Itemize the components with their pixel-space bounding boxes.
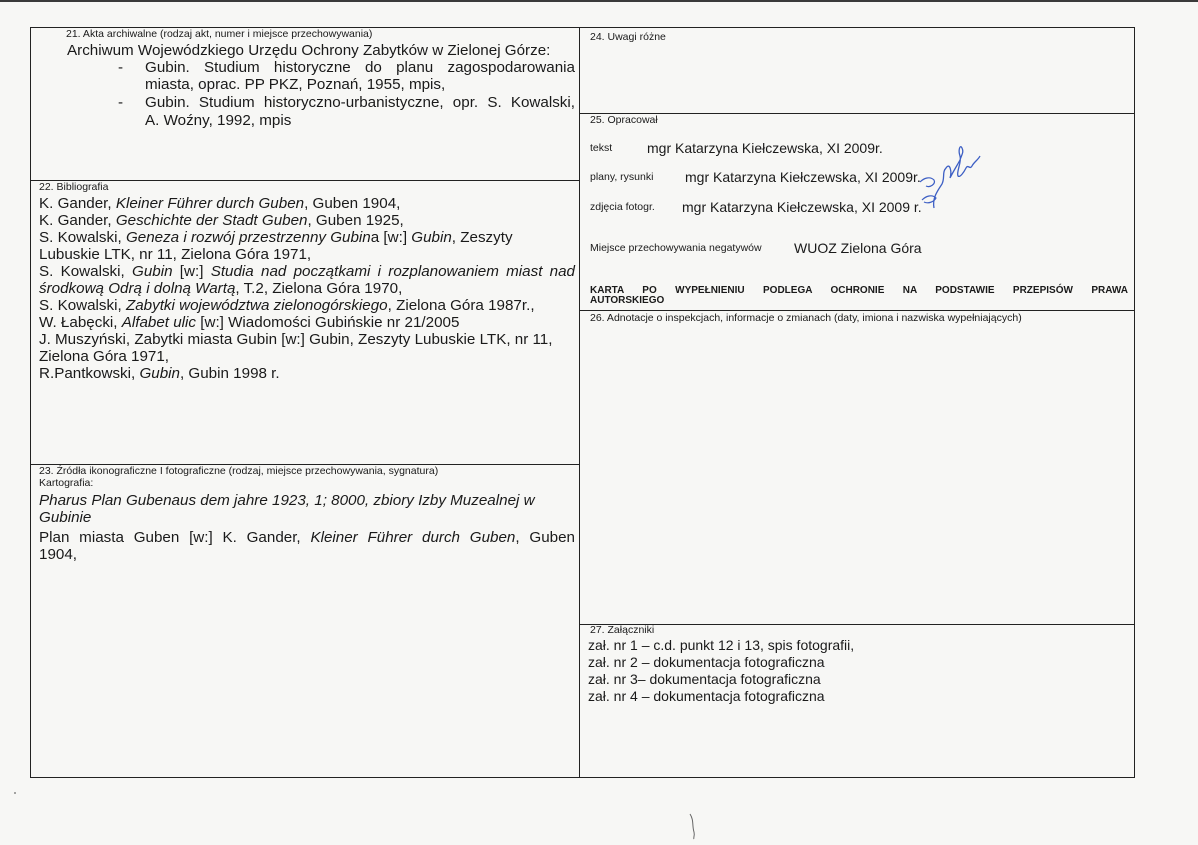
- archive-item-2-line-2: A. Woźny, 1992, mpis: [145, 112, 292, 129]
- section-26-label: 26. Adnotacje o inspekcjach, informacje o zmianach (daty, imiona i nazwiska wypełniających): [590, 312, 1022, 324]
- text-author-label: tekst: [590, 142, 613, 154]
- section-25-label: 25. Opracował: [590, 114, 658, 126]
- map-1-line-1: Pharus Plan Gubenaus dem jahre 1923, 1; 8000, zbiory Izby Muzealnej w: [39, 492, 535, 509]
- copyright-note-line-1: KARTA PO WYPEŁNIENIU PODLEGA OCHRONIE NA PODSTAWIE PRZEPISÓW PRAWA: [590, 285, 1128, 296]
- negatives-location-label: Miejsce przechowywania negatywów: [590, 242, 762, 254]
- drawings-author-value: mgr Katarzyna Kiełczewska, XI 2009r.: [685, 169, 921, 185]
- drawings-author-label: plany, rysunki: [590, 171, 654, 183]
- bib-entry-8: R.Pantkowski, Gubin, Gubin 1998 r.: [39, 365, 280, 382]
- attachment-2: zał. nr 2 – dokumentacja fotograficzna: [588, 654, 825, 670]
- bib-entry-6: W. Łabęcki, Alfabet ulic [w:] Wiadomości Gubińskie nr 21/2005: [39, 314, 460, 331]
- section-23-label: 23. Źródła ikonograficzne I fotograficzne (rodzaj, miejsce przechowywania, sygnatura): [39, 465, 439, 477]
- negatives-location-value: WUOZ Zielona Góra: [794, 240, 922, 256]
- bib-entry-4: S. Kowalski, Gubin [w:] Studia nad początkami i rozplanowaniem miast nad: [39, 263, 576, 280]
- section-21-archives: [30, 27, 579, 180]
- archive-item-1-line-1: Gubin. Studium historyczne do planu zagospodarowania: [145, 59, 575, 76]
- bib-entry-3: S. Kowalski, Geneza i rozwój przestrzenny Gubina [w:] Gubin, Zeszyty: [39, 229, 513, 246]
- map-1-line-2: Gubinie: [39, 509, 92, 526]
- bib-entry-1: K. Gander, Kleiner Führer durch Guben, Guben 1904,: [39, 195, 401, 212]
- section-24-remarks: [579, 27, 1135, 113]
- attachment-list: [588, 637, 854, 705]
- archive-bullet-2: -: [118, 94, 124, 111]
- text-author-value: mgr Katarzyna Kiełczewska, XI 2009r.: [647, 140, 883, 156]
- bib-entry-7: J. Muszyński, Zabytki miasta Gubin [w:] Gubin, Zeszyty Lubuskie LTK, nr 11,: [39, 331, 553, 348]
- copyright-note-line-2: AUTORSKIEGO: [590, 295, 665, 306]
- cartography-list: [39, 492, 575, 563]
- bib-entry-4-cont: środkową Odrą i dolną Wartą, T.2, Zielona Góra 1970,: [39, 280, 403, 297]
- section-25-prepared-by: [579, 113, 1135, 310]
- cartography-label: Kartografia:: [39, 477, 94, 489]
- archive-institution: Archiwum Wojewódzkiego Urzędu Ochrony Zabytków w Zielonej Górze:: [67, 42, 551, 59]
- section-21-label: 21. Akta archiwalne (rodzaj akt, numer i miejsce przechowywania): [66, 28, 373, 40]
- scan-dust-dot: [14, 792, 16, 794]
- section-23-iconographic-sources: [30, 464, 579, 778]
- attachment-3: zał. nr 3– dokumentacja fotograficzna: [588, 671, 821, 687]
- section-22-label: 22. Bibliografia: [39, 181, 109, 193]
- archive-bullet-1: -: [118, 59, 124, 76]
- bib-entry-7-cont: Zielona Góra 1971,: [39, 348, 170, 365]
- top-edge-line: [0, 0, 1198, 2]
- section-27-attachments: [579, 624, 1135, 778]
- attachment-1: zał. nr 1 – c.d. punkt 12 i 13, spis fotografii,: [588, 637, 855, 653]
- map-2-line-1: Plan miasta Guben [w:] K. Gander, Kleiner Führer durch Guben, Guben: [39, 529, 575, 546]
- handwritten-signature: [912, 142, 984, 212]
- photos-author-value: mgr Katarzyna Kiełczewska, XI 2009 r.: [682, 199, 922, 215]
- section-27-label: 27. Załączniki: [590, 624, 655, 636]
- section-24-label: 24. Uwagi różne: [590, 31, 666, 43]
- section-26-inspection-notes: [579, 310, 1135, 624]
- map-2-line-2: 1904,: [39, 546, 78, 563]
- scan-pen-mark: [684, 810, 702, 840]
- photos-author-label: zdjęcia fotogr.: [590, 201, 655, 213]
- archive-item-2-line-1: Gubin. Studium historyczno-urbanistyczne, opr. S. Kowalski,: [145, 94, 575, 111]
- archive-item-1-line-2: miasta, oprac. PP PKZ, Poznań, 1955, mpis,: [145, 76, 446, 93]
- bibliography-list: [39, 195, 575, 382]
- bib-entry-3-cont: Lubuskie LTK, nr 11, Zielona Góra 1971,: [39, 246, 312, 263]
- attachment-4: zał. nr 4 – dokumentacja fotograficzna: [588, 688, 825, 704]
- section-22-bibliography: [30, 180, 579, 464]
- bib-entry-2: K. Gander, Geschichte der Stadt Guben, Guben 1925,: [39, 212, 404, 229]
- bib-entry-5: S. Kowalski, Zabytki województwa zielonogórskiego, Zielona Góra 1987r.,: [39, 297, 535, 314]
